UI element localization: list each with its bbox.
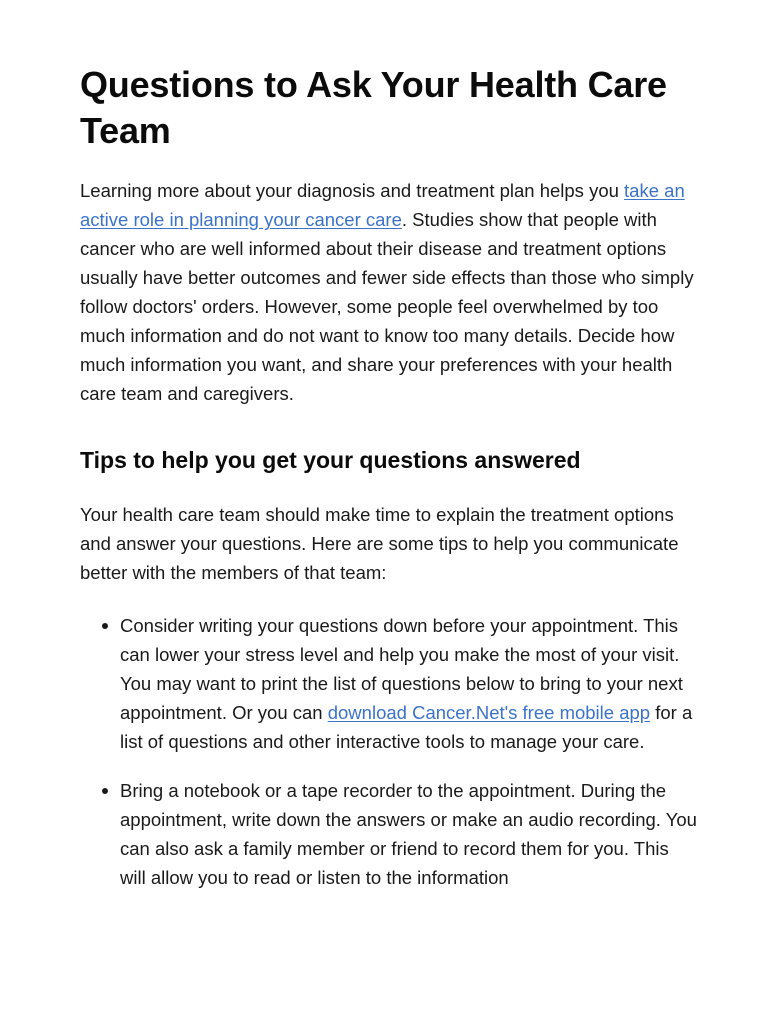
list-item [80, 776, 698, 892]
download-app-link[interactable]: download Cancer.Net's free mobile app [327, 702, 651, 723]
page-title: Questions to Ask Your Health Care Team [80, 64, 667, 151]
active-role-link[interactable]: take an active role in planning your cancer care [80, 180, 685, 230]
intro-text-end: . Studies show that people with cancer who are well informed about their disease and treatment options usually have better outcomes and fewer side effects than those who simply follow doctors' orders. However, some people feel overwhelmed by too much information and do not want to know too many details. Decide how much information you want, and share your preferences with your health care team and caregivers. [80, 209, 694, 404]
tip-text: Bring a notebook or a tape recorder to the appointment. During the appointment, write down the answers or make an audio recording. You can also ask a family member or friend to record them for you. This will allow you to read or listen to the information [120, 780, 697, 888]
bullet-icon [102, 788, 108, 794]
section-heading: Tips to help you get your questions answered [80, 447, 581, 473]
list-item [80, 611, 698, 756]
section-intro-paragraph: Your health care team should make time to explain the treatment options and answer your questions. Here are some tips to help you communicate better with the members of that team: [80, 504, 679, 583]
intro-paragraph [80, 176, 698, 408]
tips-list [80, 611, 698, 892]
tip-text-start: Consider writing your questions down before your appointment. This can lower your stress level and help you make the most of your visit. You may want to print the list of questions below to bring to your next appointment. Or you can [120, 615, 683, 723]
bullet-icon [102, 623, 108, 629]
intro-text-start: Learning more about your diagnosis and treatment plan helps you [80, 180, 625, 201]
tip-text-end: for a list of questions and other interactive tools to manage your care. [120, 702, 693, 752]
